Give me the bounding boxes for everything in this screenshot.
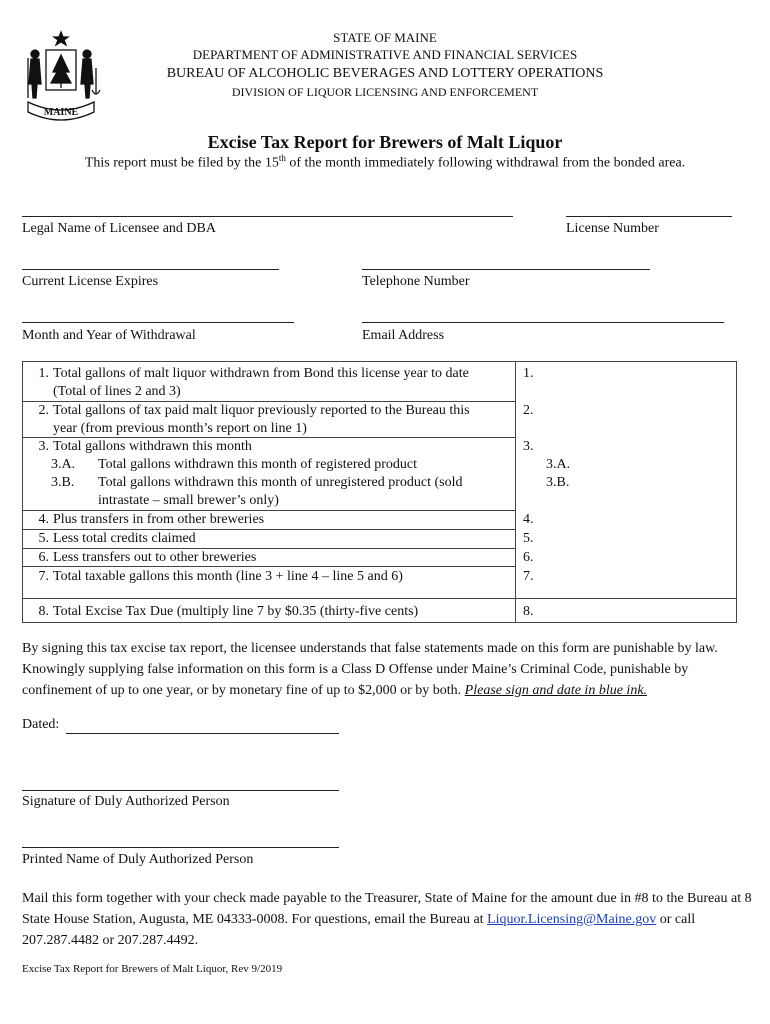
seal-banner-text: MAINE [43,107,79,118]
subtitle-before: This report must be filed by the 15 [84,155,279,171]
month-year-label: Month and Year of Withdrawal [22,328,196,343]
row-divider [23,598,736,599]
license-number-label: License Number [566,221,659,236]
row-3b-entry[interactable]: 3.B. [546,475,570,490]
row-number: 3. [38,439,49,454]
telephone-field[interactable] [362,269,650,270]
row-text: Total Excise Tax Due (multiply line 7 by $0.35 (thirty-five cents) [53,604,419,619]
row-text-line: Total gallons of malt liquor withdrawn from Bond this license year to date [53,366,469,381]
row-5-entry[interactable]: 5. [523,531,534,546]
row-number: 1. [38,366,49,381]
dated-label: Dated: [22,717,60,732]
mail-text: Mail this form together with your check made payable to the Treasurer, State of Maine for the amount due in #8 to the Bureau at 8 State House Station, Augusta, ME 04333-0008. For questions, email the Bureau at [22,891,752,927]
header-bureau: BUREAU OF ALCOHOLIC BEVERAGES AND LOTTERY OPERATIONS [166,66,604,81]
row-number: 4. [38,512,49,527]
legal-name-label: Legal Name of Licensee and DBA [22,221,216,236]
row-number: 6. [38,550,49,565]
legal-name-field[interactable] [22,216,513,217]
printed-name-field[interactable] [22,847,339,848]
row-3a-entry[interactable]: 3.A. [546,457,571,472]
bureau-email-link[interactable]: Liquor.Licensing@Maine.gov [487,912,657,927]
form-title: Excise Tax Report for Brewers of Malt Liquor [207,132,563,152]
row-number: 7. [38,569,49,584]
blue-ink-notice: Please sign and date in blue ink. [464,683,648,698]
header-department: DEPARTMENT OF ADMINISTRATIVE AND FINANCIAL SERVICES [192,47,578,62]
telephone-label: Telephone Number [362,274,470,289]
signature-label: Signature of Duly Authorized Person [22,794,230,809]
row-7-entry[interactable]: 7. [523,569,534,584]
row-4-entry[interactable]: 4. [523,512,534,527]
tax-calculation-table [22,361,737,623]
signature-field[interactable] [22,790,339,791]
row-3-entry[interactable]: 3. [523,439,534,454]
row-number: 2. [38,403,49,418]
row-text: Total gallons withdrawn this month [53,439,252,454]
row-text-line: Total gallons of tax paid malt liquor previously reported to the Bureau this [53,403,470,418]
row-text-line: Total gallons withdrawn this month of unregistered product (sold [98,475,463,490]
row-number: 8. [38,604,49,619]
row-text-line: intrastate – small brewer’s only) [98,493,279,508]
mailing-instructions [22,888,752,951]
row-number: 3.A. [51,457,76,472]
row-8-entry[interactable]: 8. [523,604,534,619]
month-year-field[interactable] [22,322,294,323]
row-text: Less transfers out to other breweries [53,550,257,565]
license-number-field[interactable] [566,216,732,217]
row-text: Total taxable gallons this month (line 3 + line 4 – line 5 and 6) [53,569,403,584]
form-footer: Excise Tax Report for Brewers of Malt Liquor, Rev 9/2019 [22,963,283,975]
row-2-entry[interactable]: 2. [523,403,534,418]
row-1-entry[interactable]: 1. [523,366,534,381]
row-text-line: year (from previous month’s report on line 1) [53,421,307,436]
row-text-line: (Total of lines 2 and 3) [53,384,181,399]
license-expires-label: Current License Expires [22,274,159,289]
printed-name-label: Printed Name of Duly Authorized Person [22,852,254,867]
dated-field[interactable] [66,733,339,734]
header-state: STATE OF MAINE [333,30,437,45]
row-text: Less total credits claimed [53,531,196,546]
email-label: Email Address [362,328,445,343]
subtitle-sup: th [278,153,286,163]
row-text: Total gallons withdrawn this month of registered product [98,457,418,472]
row-divider [23,566,516,567]
declaration-text: By signing this tax excise tax report, the licensee understands that false statements made on this form are punishable by law. Knowingly supplying false information on this form is a Class D Offense under Maine’s Criminal Code, punishable by confinement of up to one year, or by monetary fine of up to $2,000 or by both. [22,641,718,698]
declaration-paragraph [22,638,752,701]
row-text [98,474,508,510]
header-division: DIVISION OF LIQUOR LICENSING AND ENFORCEMENT [231,85,539,99]
row-6-entry[interactable]: 6. [523,550,534,565]
email-field[interactable] [362,322,724,323]
row-number: 5. [38,531,49,546]
subtitle-after: of the month immediately following withdrawal from the bonded area. [285,155,686,171]
row-text: Plus transfers in from other breweries [53,512,265,527]
mail-phone-text: or call 207.287.4482 or 207.287.4492. [22,912,696,948]
form-subtitle [0,153,770,172]
license-expires-field[interactable] [22,269,279,270]
row-number: 3.B. [51,475,75,490]
row-text [53,402,509,438]
row-text [53,365,509,401]
